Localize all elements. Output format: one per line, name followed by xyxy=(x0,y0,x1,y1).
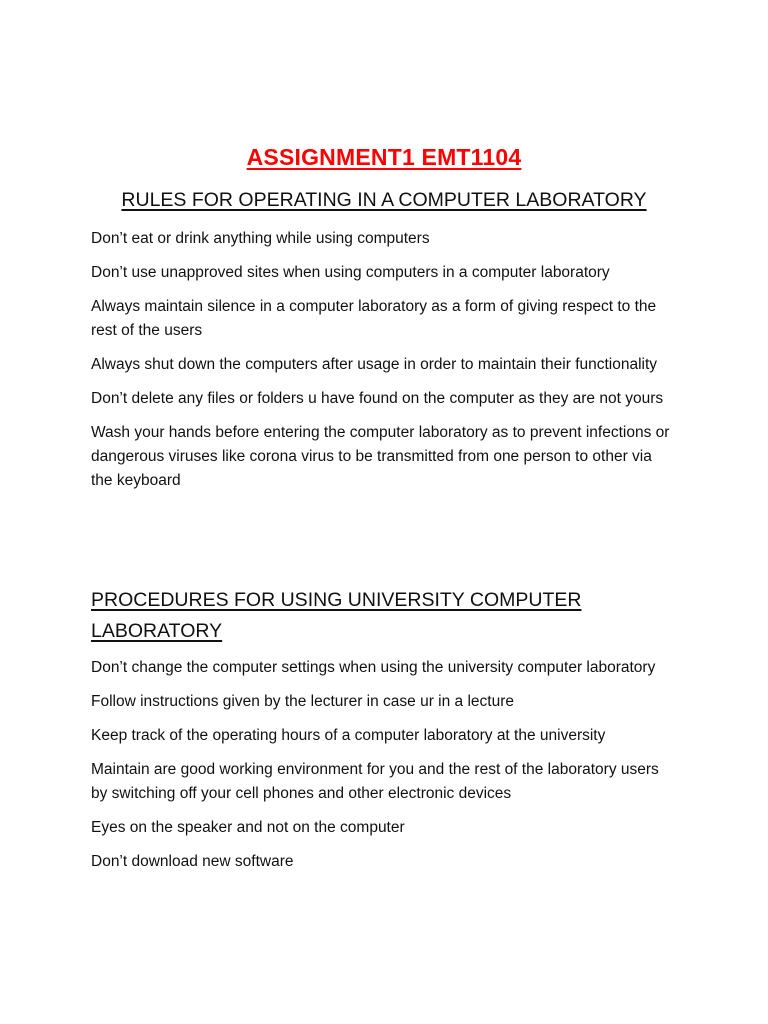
document-title: ASSIGNMENT1 EMT1104 xyxy=(246,144,522,170)
rule-item: Don’t use unapproved sites when using computers in a computer laboratory xyxy=(91,264,610,281)
rule-item: Don’t delete any files or folders u have found on the computer as they are not yours xyxy=(91,390,664,407)
rule-item: Wash your hands before entering the computer laboratory as to prevent infections or dangerous viruses like corona virus to be transmitted from one person to other via the keyboard xyxy=(91,424,670,489)
rule-item: Don’t eat or drink anything while using computers xyxy=(91,230,430,247)
procedure-item: Don’t change the computer settings when using the university computer laboratory xyxy=(91,659,656,676)
procedure-item: Follow instructions given by the lecturer in case ur in a lecture xyxy=(91,693,515,710)
procedure-item: Keep track of the operating hours of a computer laboratory at the university xyxy=(91,727,606,744)
procedure-item: Don’t download new software xyxy=(91,853,294,870)
procedures-list xyxy=(91,656,671,884)
procedure-item: Eyes on the speaker and not on the computer xyxy=(91,819,405,836)
procedures-heading: PROCEDURES FOR USING UNIVERSITY COMPUTER LABORATORY xyxy=(91,589,582,642)
rule-item: Always maintain silence in a computer laboratory as a form of giving respect to the rest of the users xyxy=(91,298,657,339)
rules-heading: RULES FOR OPERATING IN A COMPUTER LABORATORY xyxy=(121,189,647,211)
rules-list xyxy=(91,227,671,503)
procedure-item: Maintain are good working environment for you and the rest of the laboratory users by switching off your cell phones and other electronic devices xyxy=(91,761,659,802)
rule-item: Always shut down the computers after usage in order to maintain their functionality xyxy=(91,356,658,373)
